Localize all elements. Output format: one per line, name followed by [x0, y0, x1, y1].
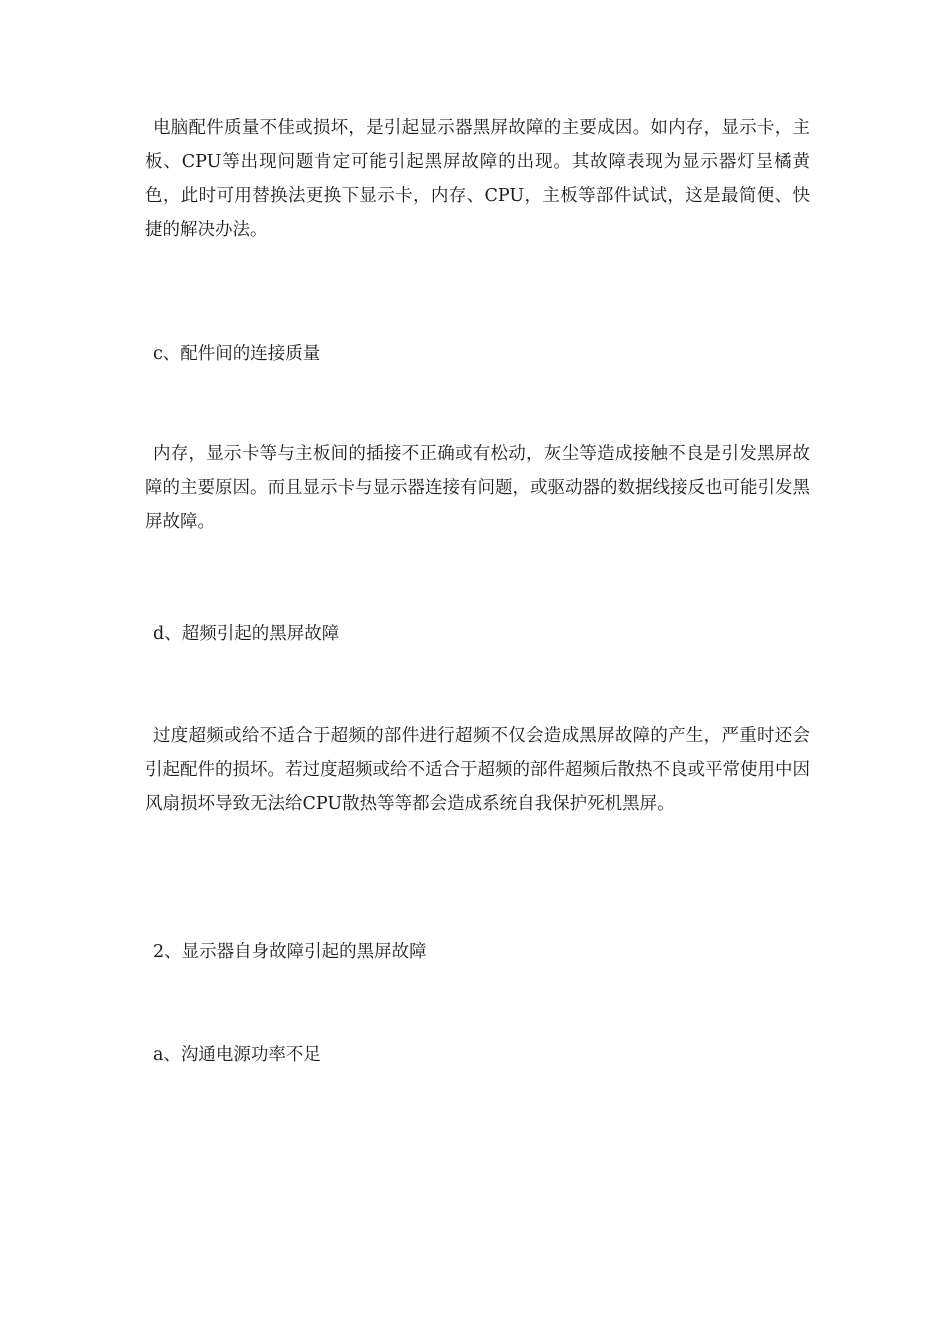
heading-connection-quality: c、配件间的连接质量: [153, 344, 321, 364]
paragraph-component-quality: 电脑配件质量不佳或损坏，是引起显示器黑屏故障的主要成因。如内存，显示卡，主板、CPU等出现问题肯定可能引起黑屏故障的出现。其故障表现为显示器灯呈橘黄色，此时可用替换法更换下显示卡，内存、CPU，主板等部件试试，这是最简便、快捷的解决办法。: [145, 118, 810, 240]
paragraph-connection-issues: 内存，显示卡等与主板间的插接不正确或有松动，灰尘等造成接触不良是引发黑屏故障的主要原因。而且显示卡与显示器连接有问题，或驱动器的数据线接反也可能引发黑屏故障。: [145, 444, 810, 532]
heading-overclocking: d、超频引起的黑屏故障: [153, 624, 340, 644]
heading-power-insufficient: a、沟通电源功率不足: [153, 1045, 321, 1065]
paragraph-overclocking: 过度超频或给不适合于超频的部件进行超频不仅会造成黑屏故障的产生，严重时还会引起配件的损坏。若过度超频或给不适合于超频的部件超频后散热不良或平常使用中因风扇损坏导致无法给CPU散热等等都会造成系统自我保护死机黑屏。: [145, 726, 810, 814]
heading-monitor-faults: 2、显示器自身故障引起的黑屏故障: [153, 942, 427, 962]
